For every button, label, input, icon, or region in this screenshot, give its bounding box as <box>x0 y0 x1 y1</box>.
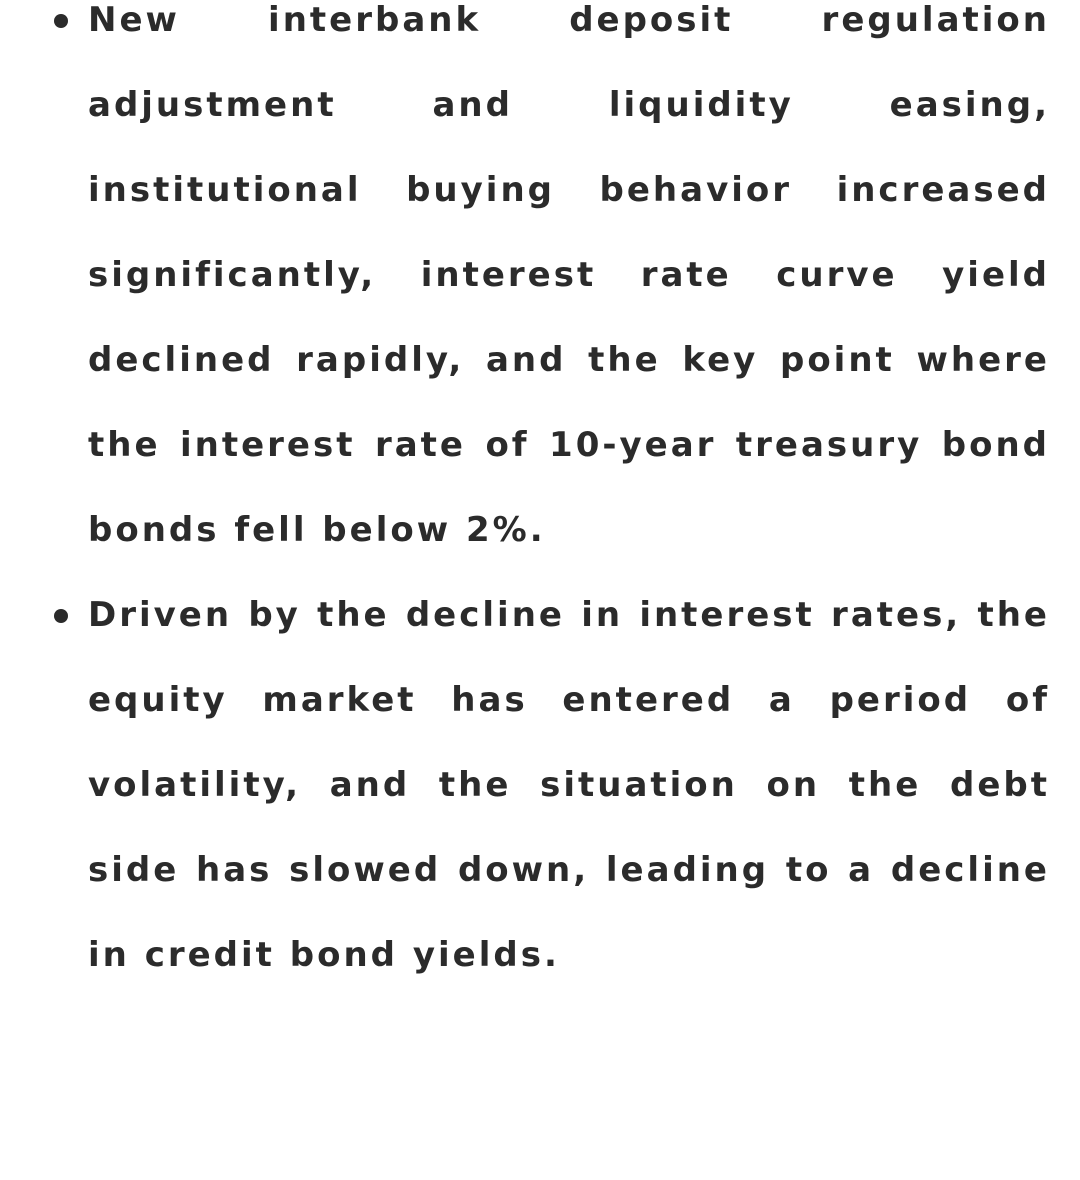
bullet-dot-icon <box>54 14 68 28</box>
bullet-item-equity-market <box>0 573 1080 998</box>
bullet-item-interbank-deposit <box>0 0 1080 573</box>
bullet-dot-icon <box>54 609 68 623</box>
bullet-text: Driven by the decline in interest rates, the equity market has entered a period of volatility, and the situation on the debt side has slowed down, leading to a decline in credit bond yields. <box>88 595 1050 975</box>
bullet-text: New interbank deposit regulation adjustment and liquidity easing, institutional buying behavior increased significantly, interest rate curve yield declined rapidly, and the key point where the interest rate of 10-year treasury bond bonds fell below 2%. <box>88 0 1050 550</box>
